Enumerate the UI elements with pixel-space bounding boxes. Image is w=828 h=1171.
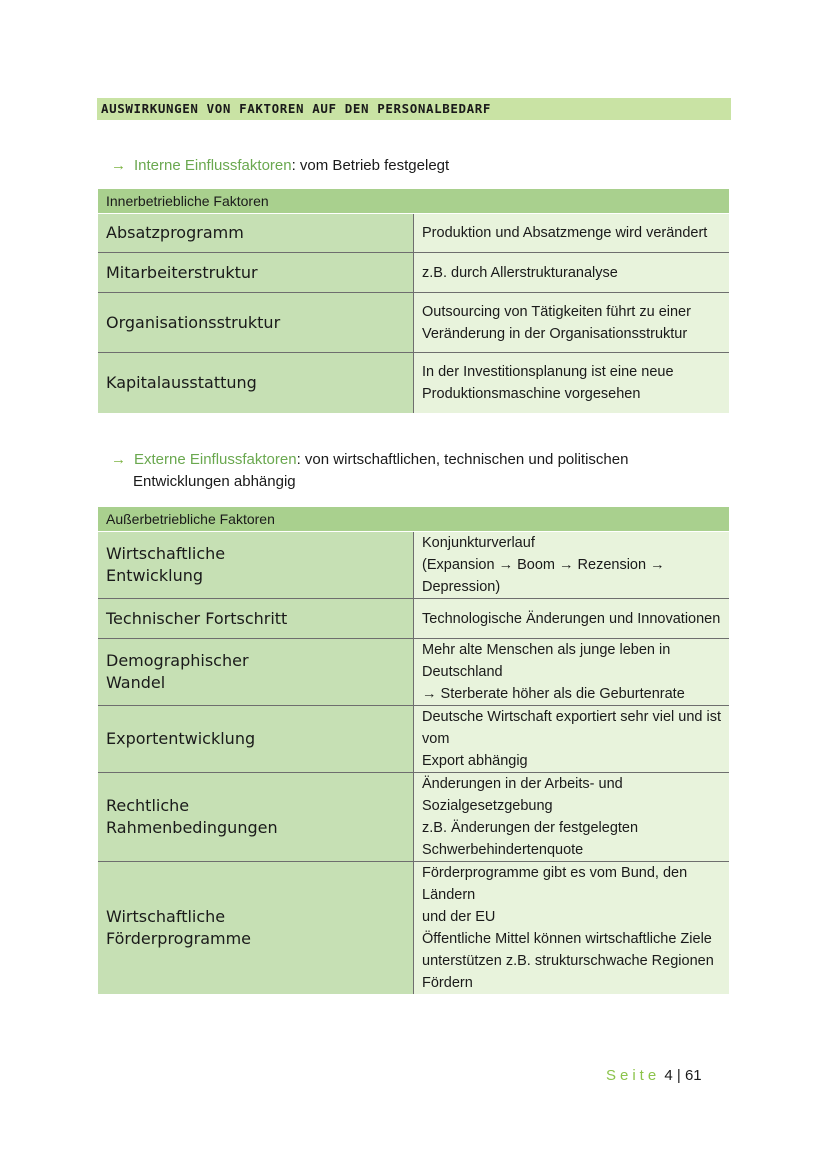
table-row xyxy=(98,353,729,413)
table-row xyxy=(98,253,729,293)
factor-description: Produktion und Absatzmenge wird verändert xyxy=(414,214,730,253)
factor-name: Exportentwicklung xyxy=(98,706,414,773)
external-factors-table xyxy=(98,507,729,994)
table-row xyxy=(98,599,729,639)
page-separator: | xyxy=(676,1067,681,1084)
factor-name: Technischer Fortschritt xyxy=(98,599,414,639)
factor-description: Konjunkturverlauf (Expansion → Boom → Rezension → Depression) xyxy=(414,532,730,599)
internal-factors-term: Interne Einflussfaktoren xyxy=(134,157,292,174)
factor-description: Outsourcing von Tätigkeiten führt zu einer Veränderung in der Organisationsstruktur xyxy=(414,293,730,353)
factor-name: Kapitalausstattung xyxy=(98,353,414,413)
factor-description: In der Investitionsplanung ist eine neue Produktionsmaschine vorgesehen xyxy=(414,353,730,413)
factor-description: z.B. durch Allerstrukturanalyse xyxy=(414,253,730,293)
internal-factors-table xyxy=(98,189,729,413)
factor-name: Wirtschaftliche Entwicklung xyxy=(98,532,414,599)
external-factors-description-line2: Entwicklungen abhängig xyxy=(133,473,296,490)
external-table-header: Außerbetriebliche Faktoren xyxy=(98,507,729,532)
arrow-right-icon: → xyxy=(111,451,126,468)
factor-name: Demographischer Wandel xyxy=(98,639,414,706)
factor-name: Mitarbeiterstruktur xyxy=(98,253,414,293)
external-factors-description: : von wirtschaftlichen, technischen und politischen xyxy=(296,451,629,468)
arrow-right-icon: → xyxy=(111,157,126,174)
page-total: 61 xyxy=(684,1067,702,1084)
factor-description: Deutsche Wirtschaft exportiert sehr viel und ist vom Export abhängig xyxy=(414,706,730,773)
internal-factors-intro xyxy=(111,155,449,177)
factor-description: Änderungen in der Arbeits- und Sozialgesetzgebung z.B. Änderungen der festgelegten Schwerbehindertenquote xyxy=(414,773,730,862)
factor-description: Technologische Änderungen und Innovationen xyxy=(414,599,730,639)
factor-description: Mehr alte Menschen als junge leben in Deutschland → Sterberate höher als die Geburtenrate xyxy=(414,639,730,706)
factor-name: Wirtschaftliche Förderprogramme xyxy=(98,862,414,995)
table-row xyxy=(98,639,729,706)
factor-name: Absatzprogramm xyxy=(98,214,414,253)
footer-label: Seite xyxy=(606,1067,661,1084)
internal-table-header: Innerbetriebliche Faktoren xyxy=(98,189,729,214)
section-heading: AUSWIRKUNGEN VON FAKTOREN AUF DEN PERSONALBEDARF xyxy=(97,98,731,120)
page-footer xyxy=(606,1066,702,1086)
external-factors-term: Externe Einflussfaktoren xyxy=(134,451,297,468)
internal-factors-description: : vom Betrieb festgelegt xyxy=(291,157,450,174)
table-row xyxy=(98,532,729,599)
table-row xyxy=(98,862,729,995)
table-row xyxy=(98,293,729,353)
table-row xyxy=(98,706,729,773)
external-factors-intro xyxy=(111,449,628,493)
page-number: 4 xyxy=(664,1067,673,1084)
factor-description: Förderprogramme gibt es vom Bund, den Ländern und der EU Öffentliche Mittel können wirtschaftliche Ziele unterstützen z.B. strukturschwache Regionen Fördern xyxy=(414,862,730,995)
factor-name: Rechtliche Rahmenbedingungen xyxy=(98,773,414,862)
factor-name: Organisationsstruktur xyxy=(98,293,414,353)
table-row xyxy=(98,773,729,862)
table-row xyxy=(98,214,729,253)
